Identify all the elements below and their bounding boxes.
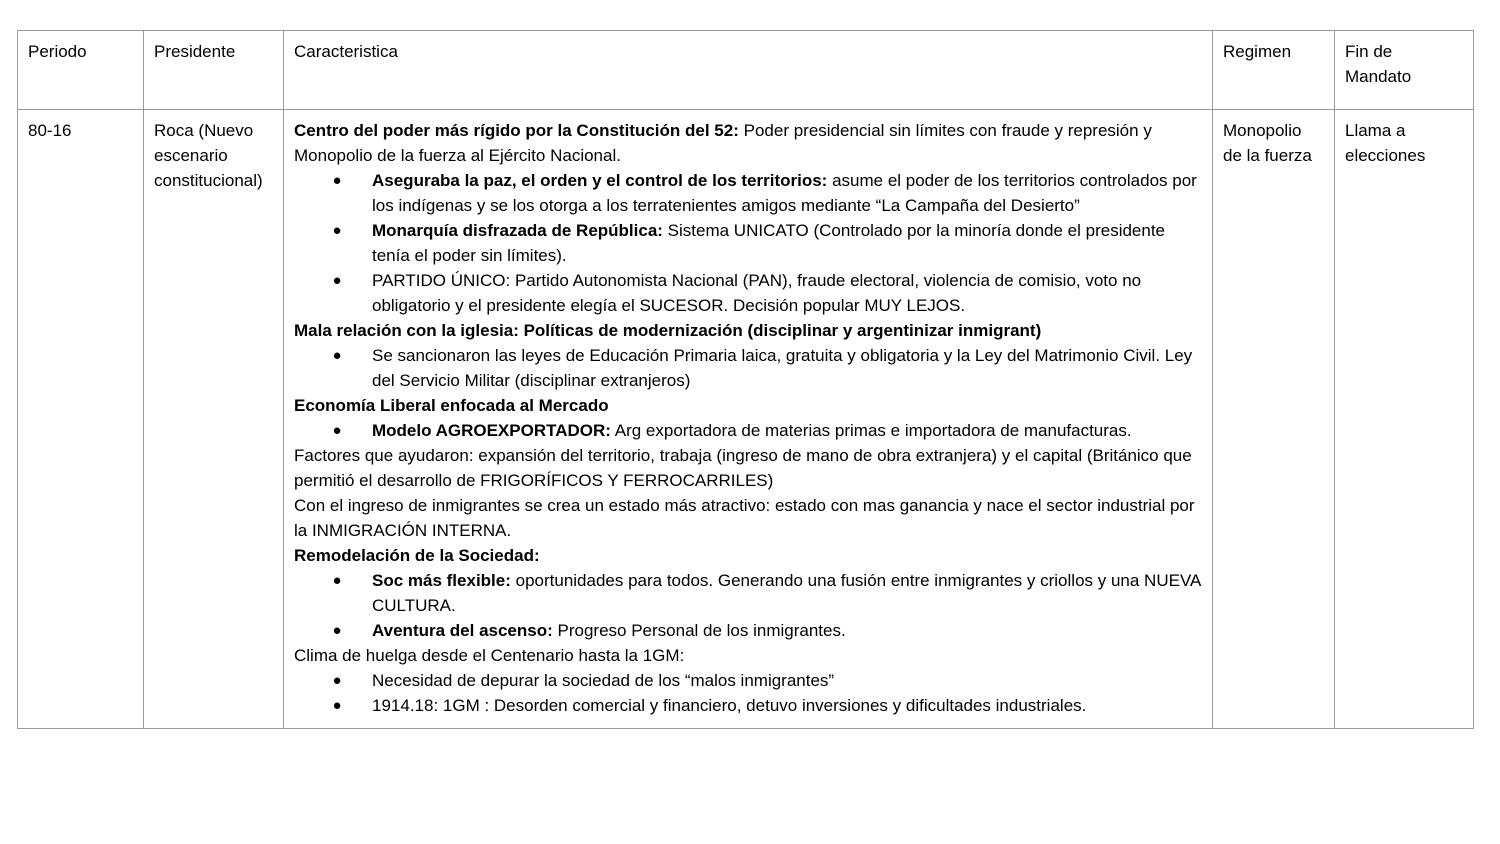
emphasis-text: Mala relación con la iglesia: Políticas de modernización (disciplinar y argentinizar inmigrant) xyxy=(294,321,1042,340)
cell-presidente: Roca (Nuevo escenario constitucional) xyxy=(144,110,284,729)
column-header-regimen xyxy=(1213,31,1335,110)
column-header-periodo xyxy=(18,31,144,110)
bullet-icon: ● xyxy=(332,422,342,439)
body-text: asume el poder de los territorios controlados por los indígenas y se los otorga a los terratenientes amigos mediante “La Campaña del Desierto” xyxy=(372,171,1197,215)
list-item xyxy=(294,218,1202,268)
bullet-icon: ● xyxy=(332,622,342,639)
emphasis-text: Aseguraba la paz, el orden y el control de los territorios: xyxy=(372,171,828,190)
list-item xyxy=(294,568,1202,618)
list-item xyxy=(294,618,1202,643)
presidential-periods-table xyxy=(17,30,1474,729)
cell-periodo: 80-16 xyxy=(18,110,144,729)
bullet-list xyxy=(294,418,1202,443)
list-item xyxy=(294,268,1202,318)
body-text: Necesidad de depurar la sociedad de los “malos inmigrantes” xyxy=(372,671,835,690)
bullet-icon: ● xyxy=(332,222,342,239)
paragraph xyxy=(294,493,1202,543)
column-header-presidente-label: Presidente xyxy=(154,42,236,61)
emphasis-text: Soc más flexible: xyxy=(372,571,511,590)
paragraph xyxy=(294,393,1202,418)
column-header-caracteristica xyxy=(284,31,1213,110)
bullet-icon: ● xyxy=(332,697,342,714)
bullet-icon: ● xyxy=(332,347,342,364)
paragraph xyxy=(294,118,1202,168)
emphasis-text: Aventura del ascenso: xyxy=(372,621,553,640)
body-text: Poder presidencial sin límites con fraude y represión y Monopolio de la fuerza al Ejército Nacional. xyxy=(294,121,1152,165)
emphasis-text: Economía Liberal enfocada al Mercado xyxy=(294,396,609,415)
body-text: Sistema UNICATO (Controlado por la minoría donde el presidente tenía el poder sin límites). xyxy=(372,221,1166,265)
body-text: 1914.18: 1GM : Desorden comercial y financiero, detuvo inversiones y dificultades industriales. xyxy=(372,696,1087,715)
body-text: Progreso Personal de los inmigrantes. xyxy=(552,621,846,640)
list-item xyxy=(294,668,1202,693)
bullet-icon: ● xyxy=(332,172,342,189)
bullet-icon: ● xyxy=(332,572,342,589)
emphasis-text: Monarquía disfrazada de República: xyxy=(372,221,663,240)
cell-fin-de-mandato: Llama a elecciones xyxy=(1335,110,1474,729)
body-text: Factores que ayudaron: expansión del territorio, trabaja (ingreso de mano de obra extranjera) y el capital (Británico que permitió el desarrollo de FRIGORÍFICOS Y FERROCARRILES) xyxy=(294,446,1192,490)
list-item xyxy=(294,418,1202,443)
emphasis-text: Remodelación de la Sociedad: xyxy=(294,546,540,565)
column-header-caracteristica-label: Caracteristica xyxy=(294,42,398,61)
bullet-list xyxy=(294,568,1202,643)
list-item xyxy=(294,168,1202,218)
column-header-fin-de-mandato-label: Fin de Mandato xyxy=(1345,42,1412,86)
emphasis-text: Modelo AGROEXPORTADOR: xyxy=(372,421,611,440)
body-text: oportunidades para todos. Generando una fusión entre inmigrantes y criollos y una NUEVA CULTURA. xyxy=(372,571,1201,615)
emphasis-text: Centro del poder más rígido por la Constitución del 52: xyxy=(294,121,739,140)
table-header-row xyxy=(18,31,1474,110)
column-header-regimen-label: Regimen xyxy=(1223,42,1292,61)
bullet-list xyxy=(294,343,1202,393)
table-row xyxy=(18,110,1474,729)
bullet-list xyxy=(294,668,1202,718)
column-header-presidente xyxy=(144,31,284,110)
cell-caracteristica xyxy=(284,110,1213,729)
body-text: PARTIDO ÚNICO: Partido Autonomista Nacional (PAN), fraude electoral, violencia de comisio, voto no obligatorio y el presidente elegía el SUCESOR. Decisión popular MUY LEJOS. xyxy=(372,271,1142,315)
bullet-list xyxy=(294,168,1202,318)
body-text: Clima de huelga desde el Centenario hasta la 1GM: xyxy=(294,646,685,665)
paragraph xyxy=(294,318,1202,343)
list-item xyxy=(294,343,1202,393)
cell-regimen: Monopolio de la fuerza xyxy=(1213,110,1335,729)
caracteristica-content xyxy=(294,118,1202,718)
list-item xyxy=(294,693,1202,718)
paragraph xyxy=(294,443,1202,493)
body-text: Se sancionaron las leyes de Educación Primaria laica, gratuita y obligatoria y la Ley del Matrimonio Civil. Ley del Servicio Militar (disciplinar extranjeros) xyxy=(372,346,1193,390)
body-text: Con el ingreso de inmigrantes se crea un estado más atractivo: estado con mas ganancia y nace el sector industrial por la INMIGRACIÓN INTERNA. xyxy=(294,496,1195,540)
bullet-icon: ● xyxy=(332,672,342,689)
bullet-icon: ● xyxy=(332,272,342,289)
body-text: Arg exportadora de materias primas e importadora de manufacturas. xyxy=(610,421,1132,440)
paragraph xyxy=(294,543,1202,568)
paragraph xyxy=(294,643,1202,668)
column-header-fin-de-mandato xyxy=(1335,31,1474,110)
column-header-periodo-label: Periodo xyxy=(28,42,87,61)
